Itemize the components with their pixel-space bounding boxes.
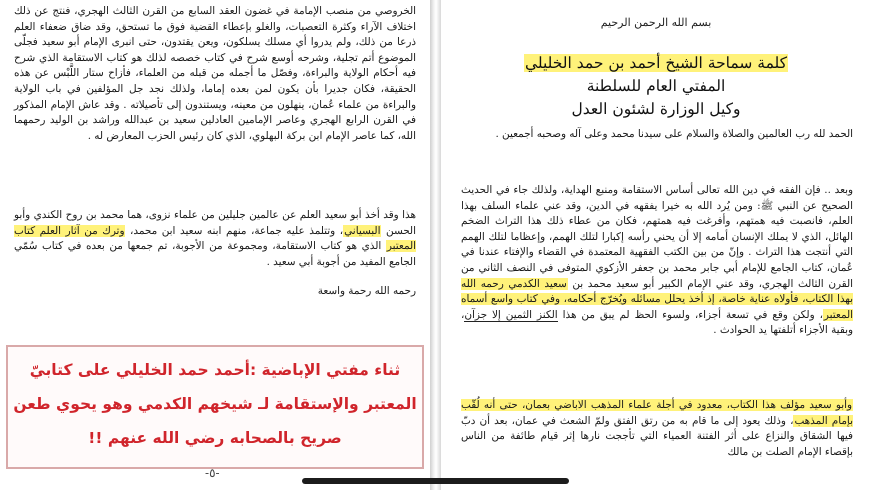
right-p2-text: ، وذلك يعود إلى ما قام به من رتق الفتق ولمّ الشعث في عمان، بعد أن دبّ فيها الشقاق والنزاع على أثر الفتنة العمياء التي تأججت نارها إثر قيام طائفة من الناس بإقصاء الإمام الصلت بن مالك [461,414,853,458]
title-line-1-text: كلمة سماحة الشيخ أحمد بن حمد الخليلي [524,54,788,72]
right-paragraph-2 [461,398,853,460]
highlight-bisyani: البسياني [344,224,381,237]
left-closing: رحمه الله رحمة واسعة [317,285,416,297]
right-p1-text-a: وبعد .. فإن الفقه في دين الله تعالى أساس الاستقامة ومنبع الهداية، ولذلك جاء في الحديث الصحيح عن النبي ﷺ: ومن يُرد الله به خيرا يفقهه في الدين، وقد عني علماء السلف بهذا العلم، فانصبت فيه همتهم، وأفرغت فيه همتهم، فكان من عطاء ذلك هذا التراث الضخم الهائل، الذي لا يملك الإنسان أمامه إلا أن يحني رأسه إكبارا لتلك الهمم، وإعظاما لتلك الهمم التي أنتجت هذا التراث . وإنّ من بين الكتب الفقهية المعتمدة في القضاء والإفتاء عندنا في عُمان، كتاب الجامع للإمام أبي جابر محمد بن جعفر الأزكوي المتوفى في النصف الثاني من القرن الثالث الهجري، وقد عني الإمام الكبير أبو سعيد محمد بن [461,184,853,290]
left-paragraph-1: الخروصي من منصب الإمامة في غضون العقد السابع من القرن الثالث الهجري، فنتج عن ذلك اختلاف الآراء وكثرة التعصبات، والغلو بإعطاء القضية فوق ما تستحق، وقد ضاق ضعفاء العلم ذرعا من ذلك، ولم يدروا أي مسلك يسلكون، ويعن يقتدون، حتى انبرى الإمام أبو سعيد فجلّى الموضوع أتم تجلية، وشرحه أوسع شرح في كتاب خصصه لذلك هو كتاب الاستقامة الذي شرح فيه أحكام الولاية والبراءة، وفصّل ما أجمله من قبله من العلماء، فأزاح ستار اللَّبْس عن هذه الحقيقة، فكان جديرا بأن يكون لمن بعده إماما، ولذلك نجد جل المؤلفين في باب الولاية والبراءة من علماء عُمان، ينهلون من معينه، ويستندون إلى تأصيلاته . وقد عاش الإمام المذكور في القرن الرابع الهجري وعاصر الإمامين العادلين سعيد بن عبدالله وراشد بن الوليد رحمهما الله، كما عاصر الإمام ابن بركة البهلوي، الذي كان رئيس الحزب المعارض له . [14,5,416,142]
right-paragraph-0: الحمد لله رب العالمين والصلاة والسلام على سيدنا محمد وعلى آله وصحبه أجمعين . [495,128,853,140]
highlight-kadmi: سعيد الكدمي رحمه الله بهذا الكتاب، فأولاه عناية خاصة، إذ أخذ يحلل مسائله ويُخرّج أحكامه، وفي كتاب واسع أسماه المعتبر [461,277,853,321]
title-line-1 [441,52,871,75]
scroll-indicator[interactable] [302,478,569,484]
highlight-abu-saeed: وأبو سعيد مؤلف هذا الكتاب، معدود في أجلة علماء المذهب الاباضي بعمان، حتى أنه لُقّب بإمام المذهب [461,399,853,427]
right-p1-text-c: ، وبقية الأجزاء أتلفتها يد الحوادث . [461,308,853,337]
highlight-kitab-almutabar: وترك من آثار العلم كتاب المعتبر [14,224,416,253]
left-p2-text-a: هذا وقد أخذ أبو سعيد العلم عن عالمين جليلين من علماء نزوى، هما محمد بن روح الكندي وأبو الحسن [14,209,416,237]
page-number: -٥- [205,466,220,480]
book-gutter [430,0,441,490]
title-line-3: وكيل الوزارة لشئون العدل [571,100,741,118]
left-p2-text-b: ، وتتلمذ عليه جماعة، منهم ابنه سعيد ابن محمد، [125,224,344,237]
left-page [0,0,430,490]
basmala: بسم الله الرحمن الرحيم [600,16,712,29]
right-page [441,0,871,490]
right-paragraph-1 [461,183,853,339]
left-paragraph-2 [14,208,416,270]
annotation-box: ثناء مفتي الإباضية :أحمد حمد الخليلي على كتابيّ المعتبر والإستقامة لـ شيخهم الكدمي وهو يحوي طعن صريح بالصحابه رضي الله عنهم !! [6,345,424,469]
title-block [441,52,871,121]
title-line-2: المفتي العام للسلطنة [586,77,726,95]
underline-kanz: الكنز الثمين إلا جزآن [464,308,558,321]
right-p1-text-b: ، ولكن وقع في تسعة أجزاء، ولسوء الحظ لم يبق من هذا [557,308,823,321]
left-p2-text-c: الذي هو كتاب الاستقامة، ومجموعة من الأجوبة، تم جمعها من بعده في كتاب سُمّي الجامع المفيد من أجوبة أبي سعيد . [14,240,416,268]
